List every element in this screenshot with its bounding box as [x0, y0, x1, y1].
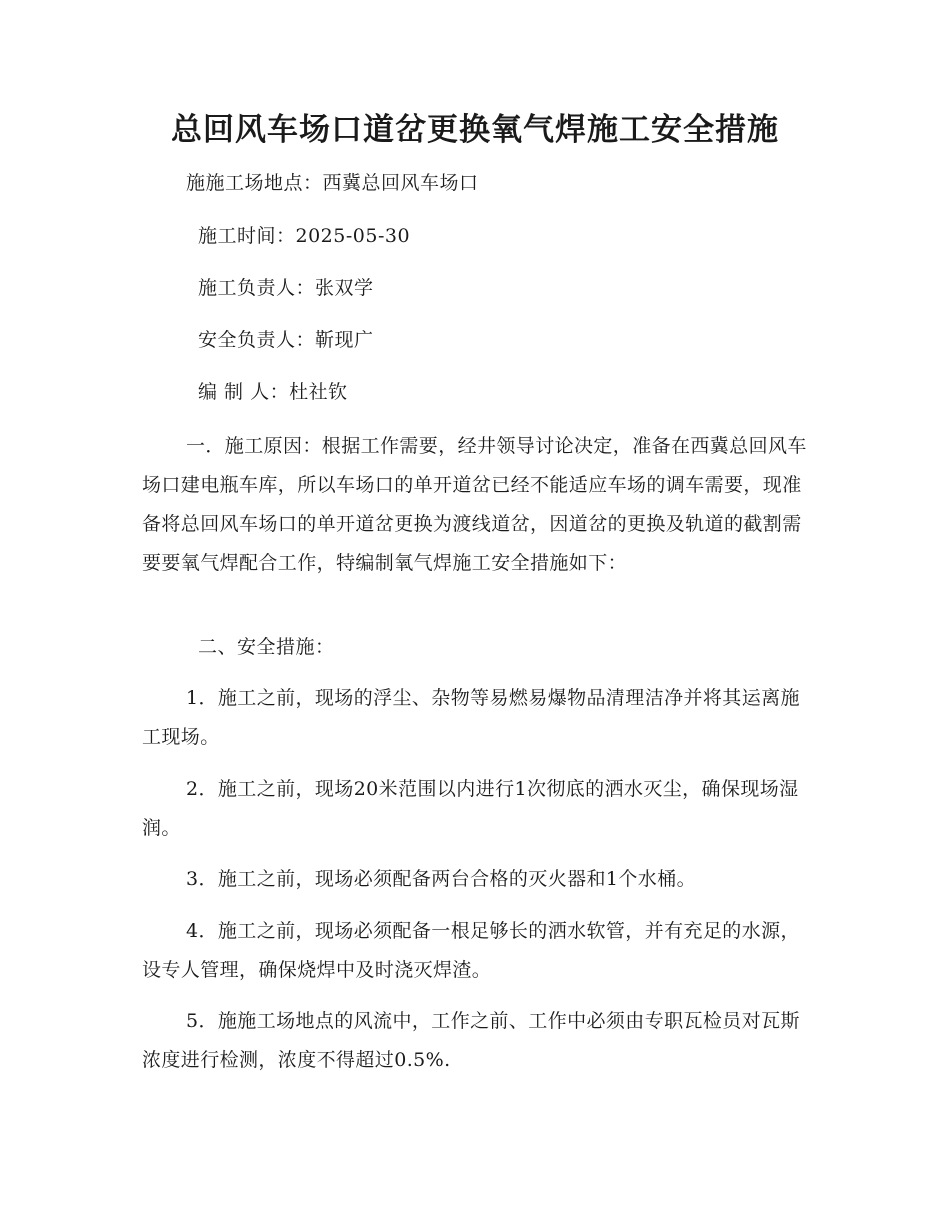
measure-item: [142, 770, 812, 848]
construction-leader-line: 施工负责人：张双学: [198, 277, 374, 299]
measures-heading: 二、安全措施：: [198, 636, 335, 658]
measure-item: [142, 1002, 812, 1080]
measure-item: [142, 860, 812, 899]
document-title: 总回风车场口道岔更换氧气焊施工安全措施: [171, 112, 779, 148]
location-line: 施施工场地点：西冀总回风车场口: [186, 172, 479, 194]
reason-paragraph: [142, 427, 812, 583]
measure-text: 1．施工之前，现场的浮尘、杂物等易燃易爆物品清理洁净并将其运离施工现场。: [142, 687, 800, 748]
measure-text: 2．施工之前，现场20米范围以内进行1次彻底的洒水灭尘，确保现场湿润。: [142, 778, 799, 839]
compiler-line: 编 制 人：杜社钦: [198, 381, 348, 403]
time-line: 施工时间：2025-05-30: [198, 225, 411, 247]
measure-text: 4．施工之前，现场必须配备一根足够长的洒水软管，并有充足的水源，设专人管理，确保烧焊中及时浇灭焊渣。: [142, 920, 800, 981]
measure-item: [142, 912, 812, 990]
reason-text: 一．施工原因：根据工作需要，经井领导讨论决定，准备在西冀总回风车场口建电瓶车库，所以车场口的单开道岔已经不能适应车场的调车需要，现准备将总回风车场口的单开道岔更换为渡线道岔，因道岔的更换及轨道的截割需要要氧气焊配合工作，特编制氧气焊施工安全措施如下：: [142, 435, 807, 574]
measure-item: [142, 679, 812, 757]
measure-text: 5．施施工场地点的风流中，工作之前、工作中必须由专职瓦检员对瓦斯浓度进行检测，浓度不得超过0.5%.: [142, 1010, 800, 1071]
safety-leader-line: 安全负责人：靳现广: [198, 329, 374, 351]
measure-text: 3．施工之前，现场必须配备两台合格的灭火器和1个水桶。: [186, 868, 696, 890]
